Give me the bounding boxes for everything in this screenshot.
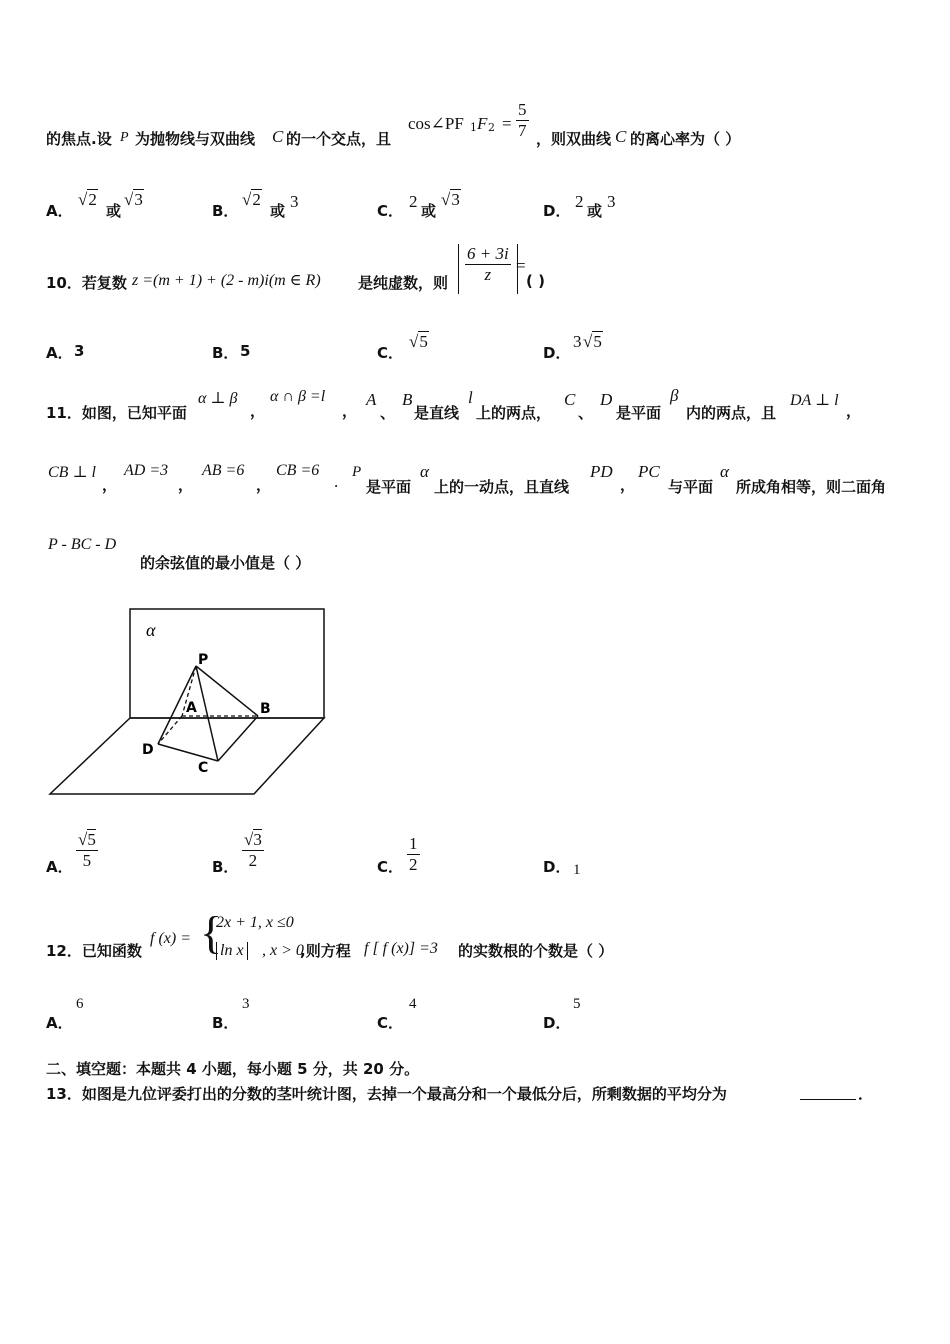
q11-text-5: 是平面: [366, 478, 412, 496]
q11-line-l: l: [468, 388, 473, 407]
q12-case-1: 2x + 1, x ≤0: [216, 914, 294, 931]
q11-comma-2: ，: [342, 402, 358, 420]
frac-den: 2: [409, 855, 418, 874]
section-2-heading: 二、填空题：本题共 4 小题，每小题 5 分，共 20 分。: [46, 1060, 420, 1078]
q11-comma-5: ，: [178, 476, 194, 494]
option-label: B．: [212, 1014, 239, 1032]
q9-equals: =: [502, 114, 512, 133]
q9-option-a[interactable]: [46, 188, 166, 218]
value: 3: [242, 996, 250, 1012]
fraction: [242, 830, 264, 871]
q11-text-7: 与平面: [668, 478, 714, 496]
q9-text-d: ，则双曲线: [536, 130, 612, 148]
option-label: C．: [377, 858, 404, 876]
value: 5: [573, 996, 581, 1012]
q10-stem: [46, 244, 606, 296]
edge-dc: [158, 744, 218, 761]
q11-option-b[interactable]: [212, 830, 332, 882]
q9-f: F: [477, 114, 488, 133]
q11-line-pc: PC: [638, 462, 660, 481]
q9-frac-den: 7: [518, 121, 527, 140]
q9-option-b[interactable]: [212, 188, 332, 218]
q11-option-a[interactable]: [46, 830, 166, 882]
option-label: B．: [212, 344, 239, 362]
value-3: 3: [290, 192, 299, 211]
q9-sub-2: 2: [488, 121, 495, 134]
q10-expression: z =(m + 1) + (2 - m)i(m ∈ R): [132, 272, 321, 289]
value-2: 2: [409, 192, 418, 211]
sqrt-3: √3: [441, 190, 460, 209]
or-text: 或: [421, 202, 437, 220]
frac-den: 2: [248, 851, 258, 870]
label-b: B: [260, 701, 271, 717]
q10-abs-value: [458, 244, 518, 294]
or-text: 或: [587, 202, 603, 220]
q9-text-c: 的一个交点，且: [286, 130, 392, 148]
fraction: [76, 830, 98, 871]
value: 1: [573, 862, 581, 878]
q11-point-p: P: [352, 464, 362, 480]
value: 3: [74, 342, 85, 360]
value: 6: [76, 996, 84, 1012]
q9-sub-1: 1: [470, 121, 477, 134]
q13-stem: [46, 1083, 926, 1107]
q13-text: 13．如图是九位评委打出的分数的茎叶统计图，去掉一个最高分和一个最低分后，所剩数据的平均分为: [46, 1085, 727, 1103]
q11-point-a: A: [366, 390, 377, 409]
q11-expr-ad: AD =3: [124, 462, 169, 479]
q10-option-c[interactable]: [377, 330, 497, 360]
q11-point-c: C: [564, 390, 576, 409]
q11-comma-7: ，: [620, 476, 636, 494]
q11-alpha-2: α: [720, 462, 729, 481]
q11-period: .: [334, 472, 339, 491]
q9-fraction: [516, 100, 529, 141]
q10-option-a[interactable]: [46, 330, 166, 360]
q11-text-2: 上的两点，: [476, 404, 552, 422]
q11-text-3: 是平面: [616, 404, 662, 422]
option-label: C．: [377, 344, 404, 362]
q12-equation: f [ f (x)] =3: [364, 940, 438, 957]
q9-curve-c2: C: [615, 127, 627, 146]
q11-text-4: 内的两点，且: [686, 404, 777, 422]
value: 4: [409, 996, 417, 1012]
q10-paren: ( ): [526, 272, 545, 290]
option-label: D．: [543, 1014, 571, 1032]
q11-text-9: 的余弦值的最小值是（ ）: [140, 554, 311, 572]
fraction: [407, 834, 420, 875]
label-c: C: [198, 760, 209, 776]
q11-dihedral-expr: P - BC - D: [48, 536, 117, 553]
q11-comma-4: ，: [102, 476, 118, 494]
option-label: B．: [212, 858, 239, 876]
sqrt-5: √5: [409, 332, 428, 351]
q11-comma-1: ，: [250, 402, 266, 420]
q9-curve-c: C: [272, 127, 284, 146]
q11-text-8: 所成角相等，则二面角: [736, 478, 887, 496]
q11-comma-3: ，: [846, 402, 862, 420]
q11-text-1: 是直线: [414, 404, 460, 422]
sqrt-2: √2: [242, 190, 261, 209]
frac-num: √5: [78, 830, 96, 849]
q11-expr-perp: α ⊥ β: [198, 390, 238, 407]
q12-option-c[interactable]: [377, 996, 497, 1032]
q12-option-a[interactable]: [46, 996, 166, 1032]
q11-line-1: [46, 388, 916, 424]
q12-brace: {: [200, 907, 223, 958]
option-label: D．: [543, 858, 571, 876]
coef-3: 3: [573, 332, 582, 351]
q10-text-b: 是纯虚数，则: [358, 274, 449, 292]
q10-option-d[interactable]: [543, 330, 663, 360]
q9-option-c[interactable]: [377, 188, 497, 218]
label-alpha: α: [146, 620, 156, 640]
option-label: A．: [46, 858, 73, 876]
q10-option-b[interactable]: [212, 330, 332, 360]
q9-point-p: P: [120, 130, 129, 145]
edge-cb: [218, 716, 258, 761]
q9-cos-expr: cos∠PF: [408, 114, 464, 133]
option-label: A．: [46, 202, 73, 220]
sqrt-2: √2: [78, 190, 97, 209]
frac-den: 5: [82, 851, 92, 870]
q11-line-2: [46, 462, 916, 498]
q11-option-d[interactable]: [543, 830, 663, 882]
or-text: 或: [270, 202, 286, 220]
q12-text-2: 的实数根的个数是（ ）: [458, 942, 614, 960]
or-text: 或: [106, 202, 122, 220]
option-label: B．: [212, 202, 239, 220]
label-a: A: [186, 700, 197, 716]
q11-line-pd: PD: [590, 462, 613, 481]
q11-expr-da: DA ⊥ l: [790, 392, 839, 409]
q11-point-b: B: [402, 390, 413, 409]
q11-expr-cb6: CB =6: [276, 462, 320, 479]
q11-sep-1: 、: [380, 404, 396, 422]
frac-num: √3: [244, 830, 262, 849]
q10-frac-num: 6 + 3i: [467, 244, 509, 263]
q11-expr-ab: AB =6: [202, 462, 245, 479]
q11-alpha-1: α: [420, 462, 429, 481]
q12-fx: f (x) =: [150, 930, 191, 947]
q12-number: 12．已知函数: [46, 942, 142, 960]
value-3: 3: [607, 192, 616, 211]
value: 5: [240, 342, 251, 360]
q11-expr-cb: CB ⊥ l: [48, 464, 96, 481]
option-label: D．: [543, 202, 571, 220]
q12-stem: [46, 907, 666, 974]
q11-expr-intersect: α ∩ β =l: [270, 388, 326, 405]
q12-option-b[interactable]: [212, 996, 332, 1032]
q10-equals: =: [516, 256, 526, 275]
q11-sep-2: 、: [578, 404, 594, 422]
q12-case-2-cond: , x > 0: [262, 942, 304, 959]
q9-option-d[interactable]: [543, 188, 663, 218]
q11-option-c[interactable]: [377, 830, 497, 882]
q11-figure: [44, 604, 344, 804]
q12-option-d[interactable]: [543, 996, 663, 1032]
option-label: A．: [46, 344, 73, 362]
q10-frac-den: z: [484, 265, 492, 284]
q9-text-e: 的离心率为（ ）: [630, 130, 741, 148]
q11-point-d: D: [600, 390, 613, 409]
q10-fraction: [465, 244, 511, 285]
q11-text-6: 上的一动点，且直线: [434, 478, 570, 496]
option-label: D．: [543, 344, 571, 362]
label-p: P: [198, 652, 209, 668]
label-d: D: [142, 742, 154, 758]
value-2: 2: [575, 192, 584, 211]
q9-frac-num: 5: [518, 100, 527, 119]
q11-beta: β: [670, 386, 679, 405]
sqrt-5: √5: [583, 332, 602, 351]
q10-number: 10．若复数: [46, 274, 127, 292]
plane-alpha: [130, 609, 324, 718]
q11-comma-6: ，: [256, 476, 272, 494]
q9-text-a: 的焦点.设: [46, 130, 112, 148]
option-label: C．: [377, 202, 404, 220]
sqrt-3: √3: [124, 190, 143, 209]
q9-text-b: 为抛物线与双曲线: [135, 130, 256, 148]
q12-case-2-abs: ln x: [216, 942, 248, 960]
q12-text-1: ,则方程: [300, 942, 351, 960]
option-label: A．: [46, 1014, 73, 1032]
q13-answer-blank[interactable]: [800, 1085, 856, 1100]
plane-beta: [50, 718, 324, 794]
option-label: C．: [377, 1014, 404, 1032]
q11-line-3: [46, 536, 446, 572]
q11-number: 11．如图，已知平面: [46, 404, 187, 422]
frac-num: 1: [409, 834, 418, 853]
q13-end: ．: [858, 1085, 874, 1103]
